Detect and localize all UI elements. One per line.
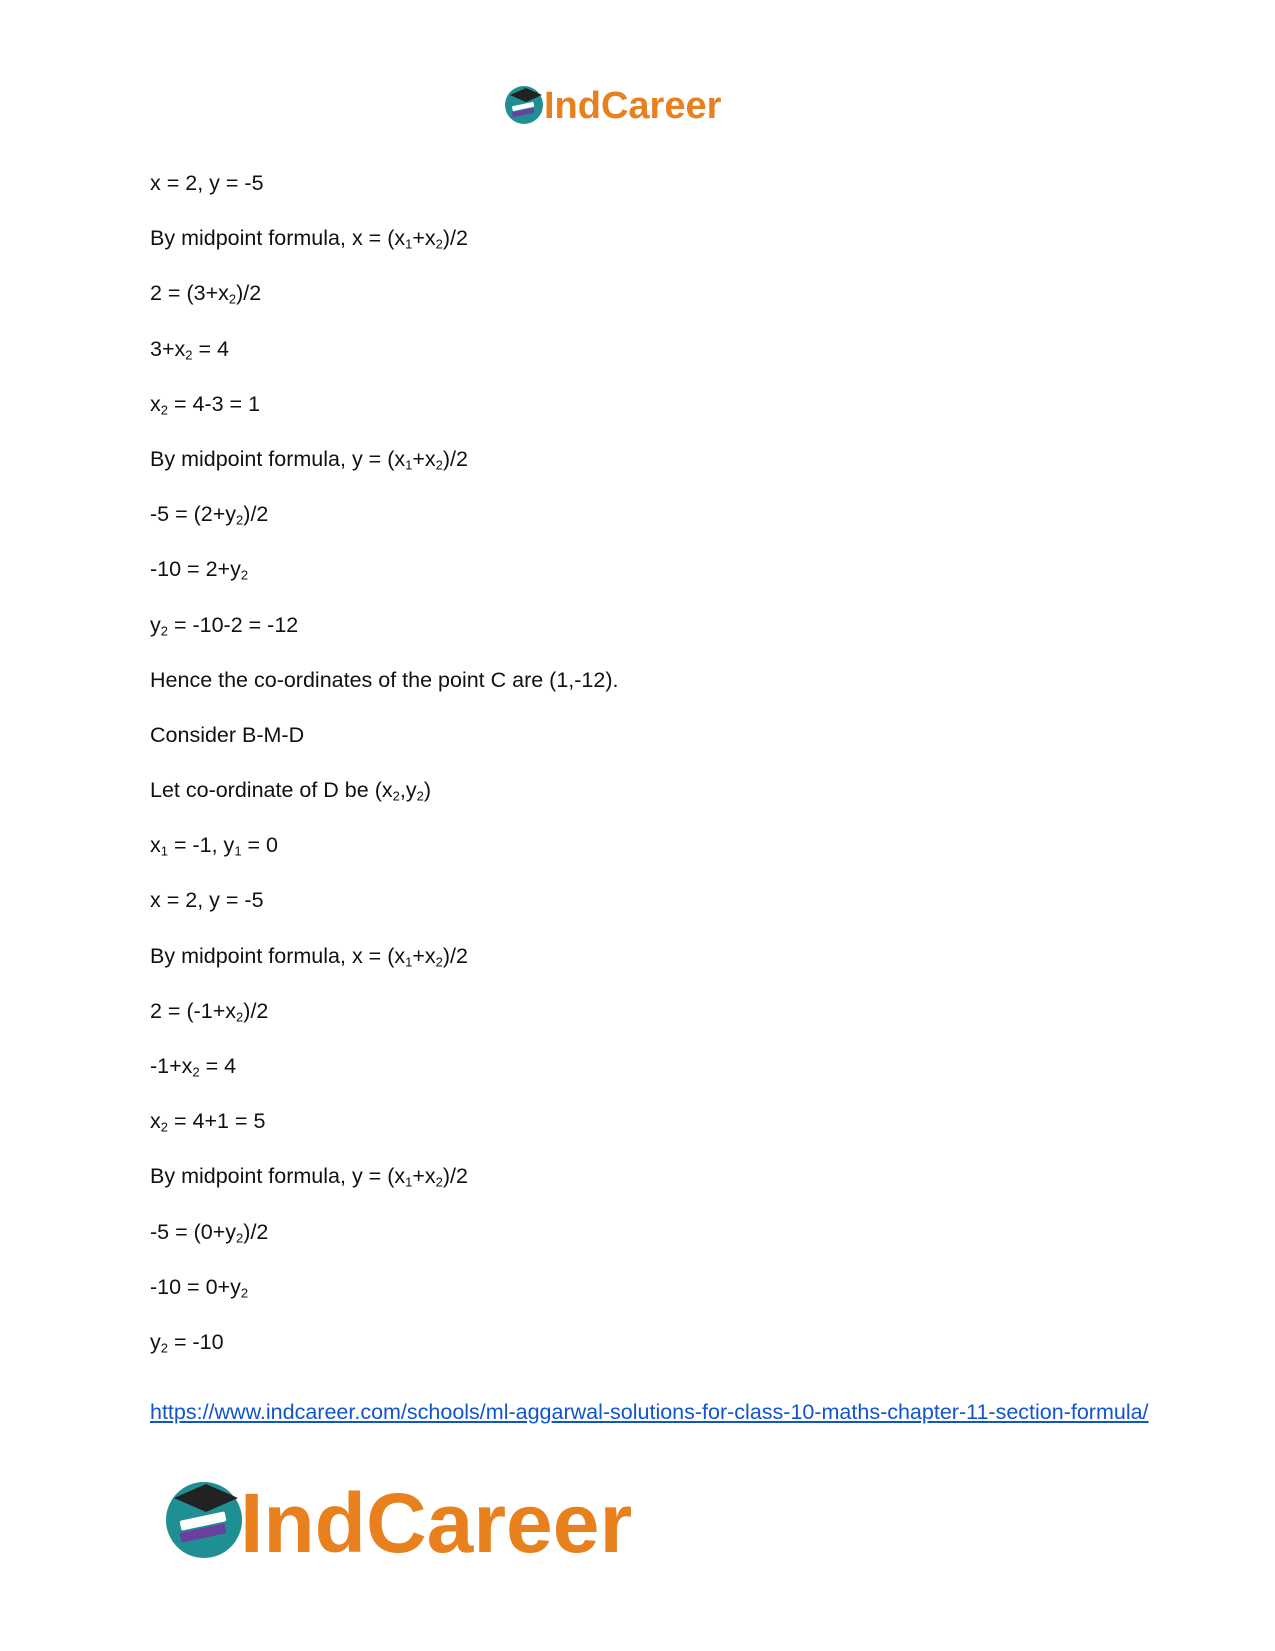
subscript: 1: [160, 843, 168, 859]
text-run: By midpoint formula, x = (x: [150, 943, 406, 968]
subscript: 2: [160, 1119, 168, 1135]
text-run: 2 = (-1+x: [150, 998, 237, 1023]
subscript: 2: [435, 953, 443, 969]
text-run: y: [150, 1329, 161, 1354]
subscript: 2: [228, 291, 237, 307]
subscript: 2: [435, 1174, 443, 1190]
text-run: = 4: [199, 1054, 237, 1078]
text-run: By midpoint formula, x = (x: [150, 226, 406, 251]
text-run: Let co-ordinate of D be (x: [150, 778, 393, 803]
text-run: )/2: [236, 281, 262, 306]
subscript: 2: [185, 346, 193, 362]
text-run: )/2: [243, 1219, 269, 1244]
text-run: By midpoint formula, y = (x: [150, 446, 406, 471]
text-run: Consider B-M-D: [150, 722, 305, 747]
subscript: 2: [435, 236, 443, 252]
text-line: [150, 1109, 1150, 1164]
text-run: )/2: [442, 446, 468, 471]
text-line: [150, 557, 1150, 612]
subscript: 2: [236, 1229, 244, 1245]
text-line: [150, 1330, 1150, 1385]
logo-wordmark: IndCareer: [544, 85, 722, 127]
text-run: )/2: [442, 943, 468, 968]
text-line: [150, 1164, 1150, 1219]
text-run: )/2: [442, 1164, 468, 1189]
text-run: 3+x: [150, 336, 186, 361]
subscript: 2: [392, 788, 400, 804]
text-line: [150, 392, 1150, 447]
subscript: 2: [240, 1285, 249, 1300]
text-run: = 0: [241, 833, 279, 858]
text-run: x = 2, y = -5: [150, 171, 264, 195]
text-run: = -1, y: [167, 833, 235, 858]
subscript: 2: [192, 1064, 200, 1080]
text-run: 2 = (3+x: [150, 281, 229, 306]
text-line: [150, 668, 1150, 723]
text-line: [150, 226, 1150, 281]
text-run: -10 = 2+y: [150, 557, 241, 582]
text-run: = 4: [192, 336, 229, 361]
text-line: [150, 944, 1150, 999]
text-run: x = 2, y = -5: [150, 888, 264, 913]
subscript: 1: [405, 236, 413, 252]
subscript: 2: [160, 1340, 168, 1356]
text-run: -1+x: [150, 1054, 193, 1078]
subscript: 1: [405, 1174, 413, 1190]
text-line: [150, 999, 1150, 1054]
text-run: By midpoint formula, y = (x: [150, 1164, 406, 1189]
document-body: [150, 171, 1150, 1385]
text-run: +x: [412, 446, 436, 471]
text-line: [150, 1275, 1150, 1330]
subscript: 1: [405, 953, 413, 969]
subscript: 2: [236, 1009, 244, 1025]
subscript: 1: [405, 457, 413, 473]
subscript: 2: [236, 512, 244, 528]
text-line: [150, 613, 1150, 668]
text-line: [150, 888, 1150, 943]
text-run: = 4-3 = 1: [167, 391, 261, 416]
text-run: x: [150, 1109, 161, 1134]
text-line: [150, 171, 1150, 226]
text-run: x: [150, 391, 161, 416]
text-run: = 4+1 = 5: [167, 1109, 266, 1134]
text-line: [150, 778, 1150, 833]
text-line: [150, 833, 1150, 888]
subscript: 2: [160, 402, 168, 417]
text-run: +x: [412, 1164, 436, 1189]
text-run: ): [423, 778, 431, 803]
text-run: = -10-2 = -12: [167, 612, 299, 637]
text-line: [150, 502, 1150, 557]
text-run: = -10: [167, 1329, 224, 1354]
text-line: [150, 447, 1150, 502]
text-run: )/2: [442, 226, 468, 251]
text-line: [150, 281, 1150, 336]
text-line: [150, 337, 1150, 392]
text-run: +x: [412, 226, 436, 251]
text-run: ,y: [399, 778, 417, 803]
text-run: x: [150, 833, 161, 858]
text-run: +x: [412, 943, 436, 968]
subscript: 2: [416, 788, 424, 804]
text-run: -5 = (0+y: [150, 1219, 237, 1244]
indcareer-logo-header: [502, 80, 772, 130]
text-run: y: [150, 612, 161, 637]
text-run: )/2: [243, 502, 269, 527]
subscript: 2: [435, 457, 443, 473]
subscript: 2: [160, 622, 168, 638]
text-line: [150, 1054, 1150, 1109]
subscript: 2: [240, 567, 249, 583]
text-run: )/2: [243, 998, 269, 1023]
text-line: [150, 1220, 1150, 1275]
text-run: Hence the co-ordinates of the point C are (1,-12).: [150, 667, 619, 692]
text-run: -5 = (2+y: [150, 502, 237, 527]
subscript: 1: [234, 843, 242, 859]
text-line: [150, 723, 1150, 778]
text-run: -10 = 0+y: [150, 1274, 241, 1299]
logo-wordmark: IndCareer: [240, 1476, 633, 1568]
indcareer-logo-footer: [160, 1468, 700, 1568]
source-link[interactable]: https://www.indcareer.com/schools/ml-aggarwal-solutions-for-class-10-maths-chapter-11-section-formula/: [150, 1400, 1149, 1424]
